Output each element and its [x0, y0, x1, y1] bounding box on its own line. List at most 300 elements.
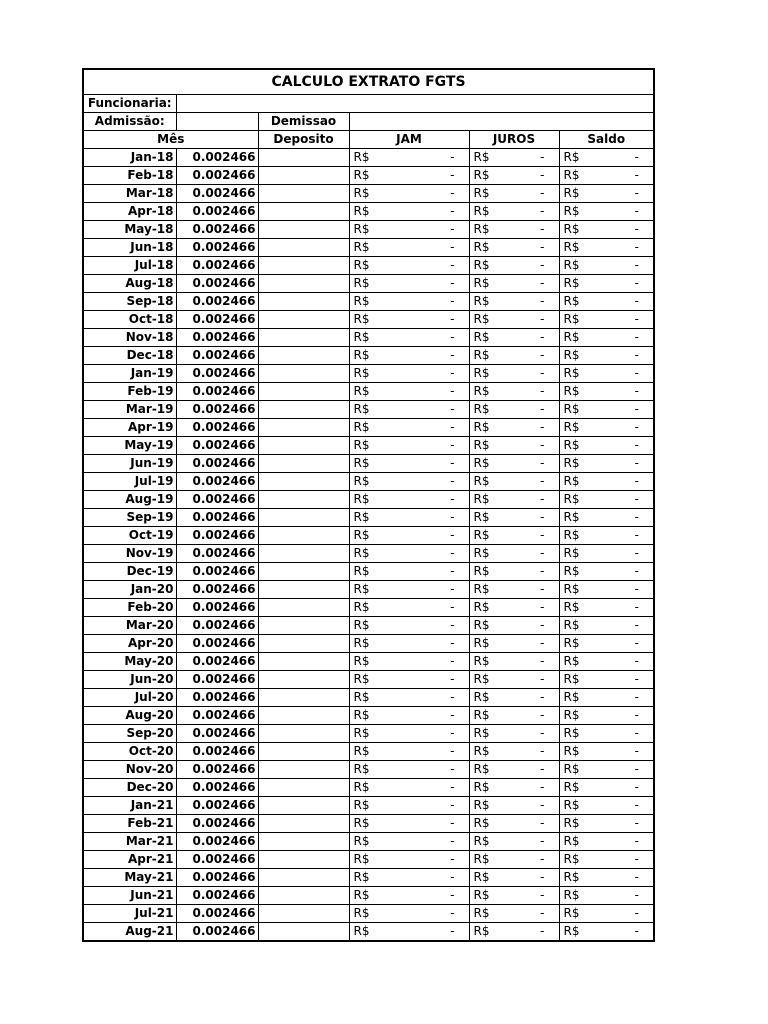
saldo-cell[interactable] — [559, 239, 654, 257]
empty-amount: - — [540, 888, 545, 902]
jam-cell[interactable] — [349, 185, 469, 203]
jam-cell[interactable] — [349, 833, 469, 851]
deposito-cell[interactable] — [258, 275, 349, 293]
rate-cell[interactable]: 0.002466 — [176, 221, 258, 239]
juros-cell[interactable] — [469, 329, 559, 347]
rate-cell[interactable]: 0.002466 — [176, 437, 258, 455]
month-cell[interactable]: Aug-21 — [83, 923, 176, 942]
rate-cell[interactable]: 0.002466 — [176, 311, 258, 329]
saldo-cell[interactable] — [559, 509, 654, 527]
saldo-cell[interactable] — [559, 869, 654, 887]
saldo-cell[interactable] — [559, 761, 654, 779]
deposito-cell[interactable] — [258, 329, 349, 347]
jam-cell[interactable] — [349, 869, 469, 887]
month-cell[interactable]: Dec-18 — [83, 347, 176, 365]
jam-cell[interactable] — [349, 725, 469, 743]
currency-symbol: R$ — [353, 456, 370, 470]
saldo-cell[interactable] — [559, 617, 654, 635]
saldo-cell[interactable] — [559, 455, 654, 473]
jam-value — [352, 455, 467, 472]
juros-cell[interactable] — [469, 851, 559, 869]
month-cell[interactable]: Aug-19 — [83, 491, 176, 509]
deposito-cell[interactable] — [258, 455, 349, 473]
jam-cell[interactable] — [349, 743, 469, 761]
deposito-cell[interactable] — [258, 725, 349, 743]
deposito-cell[interactable] — [258, 167, 349, 185]
saldo-cell[interactable] — [559, 653, 654, 671]
month-cell[interactable]: Jan-20 — [83, 581, 176, 599]
jam-cell[interactable] — [349, 149, 469, 167]
month-cell[interactable]: Apr-21 — [83, 851, 176, 869]
rate-cell[interactable]: 0.002466 — [176, 887, 258, 905]
jam-cell[interactable] — [349, 473, 469, 491]
juros-cell[interactable] — [469, 581, 559, 599]
rate-cell[interactable]: 0.002466 — [176, 905, 258, 923]
jam-cell[interactable] — [349, 437, 469, 455]
juros-cell[interactable] — [469, 869, 559, 887]
empty-amount: - — [634, 150, 640, 164]
rate-cell[interactable]: 0.002466 — [176, 725, 258, 743]
juros-cell[interactable] — [469, 599, 559, 617]
empty-amount: - — [450, 456, 455, 470]
jam-cell[interactable] — [349, 257, 469, 275]
month-cell[interactable]: Mar-19 — [83, 401, 176, 419]
jam-cell[interactable] — [349, 491, 469, 509]
juros-cell[interactable] — [469, 239, 559, 257]
month-cell[interactable]: Jul-19 — [83, 473, 176, 491]
month-cell[interactable]: Sep-20 — [83, 725, 176, 743]
jam-cell[interactable] — [349, 527, 469, 545]
month-cell[interactable]: Mar-21 — [83, 833, 176, 851]
rate-cell[interactable]: 0.002466 — [176, 491, 258, 509]
saldo-cell[interactable] — [559, 707, 654, 725]
saldo-cell[interactable] — [559, 527, 654, 545]
deposito-cell[interactable] — [258, 491, 349, 509]
saldo-cell[interactable] — [559, 491, 654, 509]
month-cell[interactable]: Jul-20 — [83, 689, 176, 707]
juros-cell[interactable] — [469, 185, 559, 203]
deposito-cell[interactable] — [258, 347, 349, 365]
month-cell[interactable]: Jun-21 — [83, 887, 176, 905]
rate-cell[interactable]: 0.002466 — [176, 923, 258, 942]
table-row — [83, 725, 654, 743]
saldo-cell[interactable] — [559, 797, 654, 815]
juros-cell[interactable] — [469, 887, 559, 905]
month-cell[interactable]: Oct-19 — [83, 527, 176, 545]
jam-cell[interactable] — [349, 509, 469, 527]
juros-cell[interactable] — [469, 563, 559, 581]
deposito-cell[interactable] — [258, 257, 349, 275]
saldo-cell[interactable] — [559, 149, 654, 167]
rate-cell[interactable]: 0.002466 — [176, 383, 258, 401]
deposito-cell[interactable] — [258, 311, 349, 329]
month-cell[interactable]: Aug-18 — [83, 275, 176, 293]
rate-cell[interactable]: 0.002466 — [176, 275, 258, 293]
rate-cell[interactable]: 0.002466 — [176, 347, 258, 365]
month-cell[interactable]: Jul-18 — [83, 257, 176, 275]
empty-amount: - — [540, 636, 545, 650]
saldo-cell[interactable] — [559, 635, 654, 653]
rate-cell[interactable]: 0.002466 — [176, 653, 258, 671]
month-cell[interactable]: Jun-18 — [83, 239, 176, 257]
saldo-cell[interactable] — [559, 185, 654, 203]
saldo-value — [562, 887, 652, 904]
saldo-cell[interactable] — [559, 581, 654, 599]
juros-cell[interactable] — [469, 473, 559, 491]
juros-cell[interactable] — [469, 257, 559, 275]
currency-symbol: R$ — [563, 384, 580, 398]
saldo-cell[interactable] — [559, 923, 654, 942]
deposito-cell[interactable] — [258, 293, 349, 311]
jam-cell[interactable] — [349, 167, 469, 185]
deposito-cell[interactable] — [258, 581, 349, 599]
saldo-cell[interactable] — [559, 689, 654, 707]
juros-cell[interactable] — [469, 221, 559, 239]
juros-value — [472, 869, 557, 886]
saldo-cell[interactable] — [559, 365, 654, 383]
saldo-cell[interactable] — [559, 383, 654, 401]
juros-cell[interactable] — [469, 203, 559, 221]
rate-cell[interactable]: 0.002466 — [176, 815, 258, 833]
demissao-label: Demissao — [258, 113, 349, 131]
admissao-value-cell[interactable] — [176, 113, 258, 131]
month-cell[interactable]: May-18 — [83, 221, 176, 239]
juros-cell[interactable] — [469, 671, 559, 689]
juros-cell[interactable] — [469, 527, 559, 545]
table-row — [83, 563, 654, 581]
saldo-cell[interactable] — [559, 275, 654, 293]
deposito-cell[interactable] — [258, 401, 349, 419]
month-cell[interactable]: Feb-21 — [83, 815, 176, 833]
month-cell[interactable]: Dec-19 — [83, 563, 176, 581]
juros-cell[interactable] — [469, 311, 559, 329]
juros-cell[interactable] — [469, 383, 559, 401]
rate-cell[interactable]: 0.002466 — [176, 851, 258, 869]
jam-cell[interactable] — [349, 581, 469, 599]
deposito-cell[interactable] — [258, 761, 349, 779]
juros-cell[interactable] — [469, 635, 559, 653]
empty-amount: - — [540, 402, 545, 416]
juros-cell[interactable] — [469, 347, 559, 365]
empty-amount: - — [450, 852, 455, 866]
deposito-cell[interactable] — [258, 545, 349, 563]
juros-cell[interactable] — [469, 437, 559, 455]
month-cell[interactable]: Jan-21 — [83, 797, 176, 815]
saldo-cell[interactable] — [559, 779, 654, 797]
rate-cell[interactable]: 0.002466 — [176, 203, 258, 221]
month-cell[interactable]: May-20 — [83, 653, 176, 671]
empty-amount: - — [634, 582, 640, 596]
rate-cell[interactable]: 0.002466 — [176, 689, 258, 707]
deposito-cell[interactable] — [258, 239, 349, 257]
saldo-cell[interactable] — [559, 167, 654, 185]
month-cell[interactable]: Jun-19 — [83, 455, 176, 473]
deposito-cell[interactable] — [258, 203, 349, 221]
rate-cell[interactable]: 0.002466 — [176, 707, 258, 725]
saldo-cell[interactable] — [559, 347, 654, 365]
saldo-cell[interactable] — [559, 599, 654, 617]
rate-cell[interactable]: 0.002466 — [176, 581, 258, 599]
deposito-cell[interactable] — [258, 365, 349, 383]
empty-amount: - — [540, 240, 545, 254]
deposito-cell[interactable] — [258, 527, 349, 545]
deposito-cell[interactable] — [258, 473, 349, 491]
jam-cell[interactable] — [349, 635, 469, 653]
deposito-cell[interactable] — [258, 635, 349, 653]
month-cell[interactable]: Jul-21 — [83, 905, 176, 923]
rate-cell[interactable]: 0.002466 — [176, 779, 258, 797]
jam-cell[interactable] — [349, 599, 469, 617]
jam-cell[interactable] — [349, 329, 469, 347]
deposito-cell[interactable] — [258, 869, 349, 887]
saldo-cell[interactable] — [559, 545, 654, 563]
deposito-cell[interactable] — [258, 383, 349, 401]
saldo-cell[interactable] — [559, 671, 654, 689]
funcionaria-value-cell[interactable] — [176, 95, 654, 113]
saldo-cell[interactable] — [559, 293, 654, 311]
jam-cell[interactable] — [349, 797, 469, 815]
rate-cell[interactable]: 0.002466 — [176, 167, 258, 185]
month-cell[interactable]: Apr-19 — [83, 419, 176, 437]
month-cell[interactable]: Oct-18 — [83, 311, 176, 329]
rate-cell[interactable]: 0.002466 — [176, 671, 258, 689]
jam-cell[interactable] — [349, 365, 469, 383]
jam-cell[interactable] — [349, 419, 469, 437]
deposito-cell[interactable] — [258, 779, 349, 797]
jam-value — [352, 527, 467, 544]
rate-cell[interactable]: 0.002466 — [176, 563, 258, 581]
jam-cell[interactable] — [349, 455, 469, 473]
juros-cell[interactable] — [469, 365, 559, 383]
header-row — [83, 131, 654, 149]
juros-cell[interactable] — [469, 905, 559, 923]
juros-cell[interactable] — [469, 275, 559, 293]
deposito-cell[interactable] — [258, 419, 349, 437]
deposito-cell[interactable] — [258, 707, 349, 725]
juros-cell[interactable] — [469, 419, 559, 437]
rate-cell[interactable]: 0.002466 — [176, 419, 258, 437]
month-cell[interactable]: Nov-18 — [83, 329, 176, 347]
juros-cell[interactable] — [469, 617, 559, 635]
currency-symbol: R$ — [563, 780, 580, 794]
juros-cell[interactable] — [469, 779, 559, 797]
deposito-cell[interactable] — [258, 563, 349, 581]
juros-cell[interactable] — [469, 707, 559, 725]
juros-cell[interactable] — [469, 815, 559, 833]
juros-cell[interactable] — [469, 509, 559, 527]
saldo-cell[interactable] — [559, 311, 654, 329]
juros-cell[interactable] — [469, 545, 559, 563]
jam-cell[interactable] — [349, 401, 469, 419]
saldo-cell[interactable] — [559, 437, 654, 455]
juros-cell[interactable] — [469, 923, 559, 942]
jam-cell[interactable] — [349, 761, 469, 779]
saldo-cell[interactable] — [559, 221, 654, 239]
deposito-cell[interactable] — [258, 833, 349, 851]
rate-cell[interactable]: 0.002466 — [176, 149, 258, 167]
month-cell[interactable]: Mar-20 — [83, 617, 176, 635]
jam-cell[interactable] — [349, 671, 469, 689]
deposito-cell[interactable] — [258, 617, 349, 635]
jam-cell[interactable] — [349, 275, 469, 293]
month-cell[interactable]: May-21 — [83, 869, 176, 887]
month-cell[interactable]: Apr-18 — [83, 203, 176, 221]
month-cell[interactable]: Jun-20 — [83, 671, 176, 689]
jam-cell[interactable] — [349, 815, 469, 833]
saldo-cell[interactable] — [559, 815, 654, 833]
jam-cell[interactable] — [349, 707, 469, 725]
saldo-cell[interactable] — [559, 329, 654, 347]
juros-cell[interactable] — [469, 491, 559, 509]
rate-cell[interactable]: 0.002466 — [176, 797, 258, 815]
rate-cell[interactable]: 0.002466 — [176, 527, 258, 545]
rate-cell[interactable]: 0.002466 — [176, 473, 258, 491]
jam-cell[interactable] — [349, 851, 469, 869]
rate-cell[interactable]: 0.002466 — [176, 833, 258, 851]
deposito-cell[interactable] — [258, 797, 349, 815]
table-row — [83, 851, 654, 869]
deposito-cell[interactable] — [258, 689, 349, 707]
rate-cell[interactable]: 0.002466 — [176, 869, 258, 887]
month-cell[interactable]: Feb-20 — [83, 599, 176, 617]
jam-cell[interactable] — [349, 905, 469, 923]
rate-cell[interactable]: 0.002466 — [176, 329, 258, 347]
saldo-cell[interactable] — [559, 833, 654, 851]
deposito-cell[interactable] — [258, 653, 349, 671]
demissao-value-cell[interactable] — [349, 113, 654, 131]
deposito-cell[interactable] — [258, 599, 349, 617]
rate-cell[interactable]: 0.002466 — [176, 365, 258, 383]
deposito-cell[interactable] — [258, 149, 349, 167]
jam-cell[interactable] — [349, 545, 469, 563]
jam-cell[interactable] — [349, 311, 469, 329]
currency-symbol: R$ — [563, 492, 580, 506]
table-row — [83, 905, 654, 923]
deposito-cell[interactable] — [258, 815, 349, 833]
month-cell[interactable]: Apr-20 — [83, 635, 176, 653]
saldo-cell[interactable] — [559, 473, 654, 491]
empty-amount: - — [634, 852, 640, 866]
rate-cell[interactable]: 0.002466 — [176, 761, 258, 779]
table-row — [83, 185, 654, 203]
jam-cell[interactable] — [349, 239, 469, 257]
juros-cell[interactable] — [469, 761, 559, 779]
juros-cell[interactable] — [469, 455, 559, 473]
jam-cell[interactable] — [349, 221, 469, 239]
juros-cell[interactable] — [469, 743, 559, 761]
saldo-cell[interactable] — [559, 563, 654, 581]
month-cell[interactable]: Feb-19 — [83, 383, 176, 401]
juros-cell[interactable] — [469, 293, 559, 311]
juros-cell[interactable] — [469, 149, 559, 167]
month-cell[interactable]: Oct-20 — [83, 743, 176, 761]
month-cell[interactable]: Jan-19 — [83, 365, 176, 383]
currency-symbol: R$ — [473, 852, 490, 866]
deposito-cell[interactable] — [258, 671, 349, 689]
month-cell[interactable]: Feb-18 — [83, 167, 176, 185]
juros-cell[interactable] — [469, 653, 559, 671]
deposito-cell[interactable] — [258, 221, 349, 239]
deposito-cell[interactable] — [258, 905, 349, 923]
deposito-cell[interactable] — [258, 851, 349, 869]
month-cell[interactable]: Sep-18 — [83, 293, 176, 311]
jam-cell[interactable] — [349, 383, 469, 401]
rate-cell[interactable]: 0.002466 — [176, 401, 258, 419]
juros-cell[interactable] — [469, 167, 559, 185]
jam-cell[interactable] — [349, 203, 469, 221]
juros-cell[interactable] — [469, 833, 559, 851]
juros-cell[interactable] — [469, 401, 559, 419]
jam-cell[interactable] — [349, 887, 469, 905]
saldo-cell[interactable] — [559, 905, 654, 923]
saldo-cell[interactable] — [559, 725, 654, 743]
saldo-cell[interactable] — [559, 743, 654, 761]
rate-cell[interactable]: 0.002466 — [176, 617, 258, 635]
rate-cell[interactable]: 0.002466 — [176, 509, 258, 527]
jam-cell[interactable] — [349, 293, 469, 311]
month-cell[interactable]: Dec-20 — [83, 779, 176, 797]
deposito-cell[interactable] — [258, 185, 349, 203]
saldo-cell[interactable] — [559, 419, 654, 437]
saldo-value — [562, 869, 652, 886]
jam-cell[interactable] — [349, 653, 469, 671]
month-cell[interactable]: Jan-18 — [83, 149, 176, 167]
jam-cell[interactable] — [349, 779, 469, 797]
saldo-cell[interactable] — [559, 257, 654, 275]
saldo-cell[interactable] — [559, 851, 654, 869]
juros-cell[interactable] — [469, 725, 559, 743]
deposito-cell[interactable] — [258, 743, 349, 761]
month-cell[interactable]: Nov-19 — [83, 545, 176, 563]
month-cell[interactable]: May-19 — [83, 437, 176, 455]
jam-cell[interactable] — [349, 689, 469, 707]
month-cell[interactable]: Nov-20 — [83, 761, 176, 779]
rate-cell[interactable]: 0.002466 — [176, 599, 258, 617]
juros-cell[interactable] — [469, 797, 559, 815]
deposito-cell[interactable] — [258, 509, 349, 527]
admissao-label: Admissão: — [83, 113, 176, 131]
saldo-cell[interactable] — [559, 203, 654, 221]
table-row — [83, 383, 654, 401]
juros-cell[interactable] — [469, 689, 559, 707]
funcionaria-row — [83, 95, 654, 113]
month-cell[interactable]: Sep-19 — [83, 509, 176, 527]
jam-cell[interactable] — [349, 347, 469, 365]
rate-cell[interactable]: 0.002466 — [176, 545, 258, 563]
rate-cell[interactable]: 0.002466 — [176, 743, 258, 761]
saldo-cell[interactable] — [559, 401, 654, 419]
deposito-cell[interactable] — [258, 923, 349, 942]
table-row — [83, 671, 654, 689]
rate-cell[interactable]: 0.002466 — [176, 257, 258, 275]
deposito-cell[interactable] — [258, 437, 349, 455]
rate-cell[interactable]: 0.002466 — [176, 455, 258, 473]
rate-cell[interactable]: 0.002466 — [176, 185, 258, 203]
month-cell[interactable]: Aug-20 — [83, 707, 176, 725]
juros-value — [472, 203, 557, 220]
month-cell[interactable]: Mar-18 — [83, 185, 176, 203]
rate-cell[interactable]: 0.002466 — [176, 239, 258, 257]
empty-amount: - — [450, 546, 455, 560]
rate-cell[interactable]: 0.002466 — [176, 635, 258, 653]
currency-symbol: R$ — [473, 384, 490, 398]
rate-cell[interactable]: 0.002466 — [176, 293, 258, 311]
jam-cell[interactable] — [349, 617, 469, 635]
deposito-cell[interactable] — [258, 887, 349, 905]
saldo-cell[interactable] — [559, 887, 654, 905]
jam-cell[interactable] — [349, 923, 469, 942]
jam-cell[interactable] — [349, 563, 469, 581]
